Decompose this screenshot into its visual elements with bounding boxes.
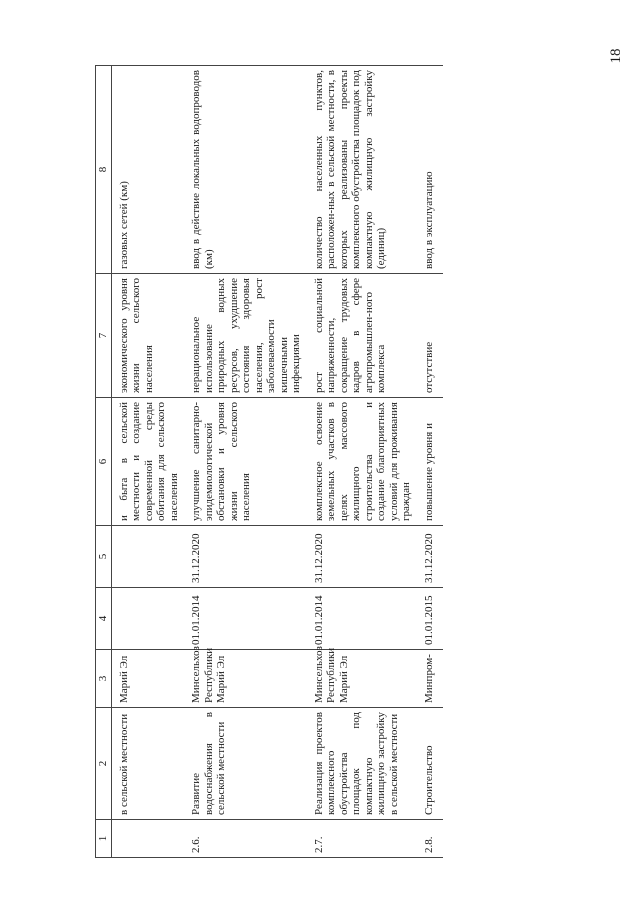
page-number: 18 [608, 48, 624, 64]
indicator: газовых сетей (км) [111, 66, 188, 274]
start-date: 01.01.2014 [311, 588, 421, 650]
row-number [111, 820, 188, 858]
end-date [111, 526, 188, 588]
table-row [421, 66, 444, 858]
executor: Минсельхоз Республики Марий Эл [311, 650, 421, 708]
column-header-4: 4 [96, 588, 112, 650]
end-date: 31.12.2020 [188, 526, 311, 588]
executor: Минпром- [421, 650, 444, 708]
column-header-8: 8 [96, 66, 112, 274]
table-row [188, 66, 311, 858]
measure-name: Развитие водоснабжения в сельской местности [188, 708, 311, 820]
column-header-6: 6 [96, 398, 112, 526]
executor: Марий Эл [111, 650, 188, 708]
indicator: ввод в эксплуатацию [421, 66, 444, 274]
row-number: 2.6. [188, 820, 311, 858]
non-implementation-consequence: отсутствие [421, 274, 444, 398]
measure-name: в сельской местности [111, 708, 188, 820]
program-measures-table-wrapper [95, 66, 575, 858]
indicator: количество населенных пунктов, расположен-ных в сельской местности, в которых реализованы проекты комплексного обустройства площадок под компактную жилищную застройку (единиц) [311, 66, 421, 274]
expected-result: комплексное освоение земельных участков в целях массового жилищного строительства и создание благоприятных условий для проживания граждан [311, 398, 421, 526]
executor: Минсельхоз Республики Марий Эл [188, 650, 311, 708]
expected-result: повышение уровня и [421, 398, 444, 526]
start-date: 01.01.2015 [421, 588, 444, 650]
end-date: 31.12.2020 [311, 526, 421, 588]
column-header-7: 7 [96, 274, 112, 398]
column-header-3: 3 [96, 650, 112, 708]
row-number: 2.8. [421, 820, 444, 858]
start-date [111, 588, 188, 650]
column-header-5: 5 [96, 526, 112, 588]
row-number: 2.7. [311, 820, 421, 858]
table-row [311, 66, 421, 858]
indicator: ввод в действие локальных водопроводов (км) [188, 66, 311, 274]
column-header-2: 2 [96, 708, 112, 820]
column-number-header [96, 66, 112, 858]
expected-result: улучшение санитарно-эпидемиологической обстановки и уровня жизни сельского населения [188, 398, 311, 526]
table-row [111, 66, 188, 858]
program-measures-table [95, 65, 443, 858]
non-implementation-consequence: нерациональное использование природных водных ресурсов, ухудшение состояния здоровья населения, рост заболеваемости кишечными инфекциями [188, 274, 311, 398]
non-implementation-consequence: рост социальной напряженности, сокращение трудовых кадров в сфере агропромышлен-ного комплекса [311, 274, 421, 398]
measure-name: Реализация проектов комплексного обустройства площадок под компактную жилищную застройку в сельской местности [311, 708, 421, 820]
column-header-1: 1 [96, 820, 112, 858]
expected-result: и быта в сельской местности и создание современной среды обитания для сельского населения [111, 398, 188, 526]
non-implementation-consequence: экономического уровня жизни сельского населения [111, 274, 188, 398]
measure-name: Строительство [421, 708, 444, 820]
start-date: 01.01.2014 [188, 588, 311, 650]
end-date: 31.12.2020 [421, 526, 444, 588]
